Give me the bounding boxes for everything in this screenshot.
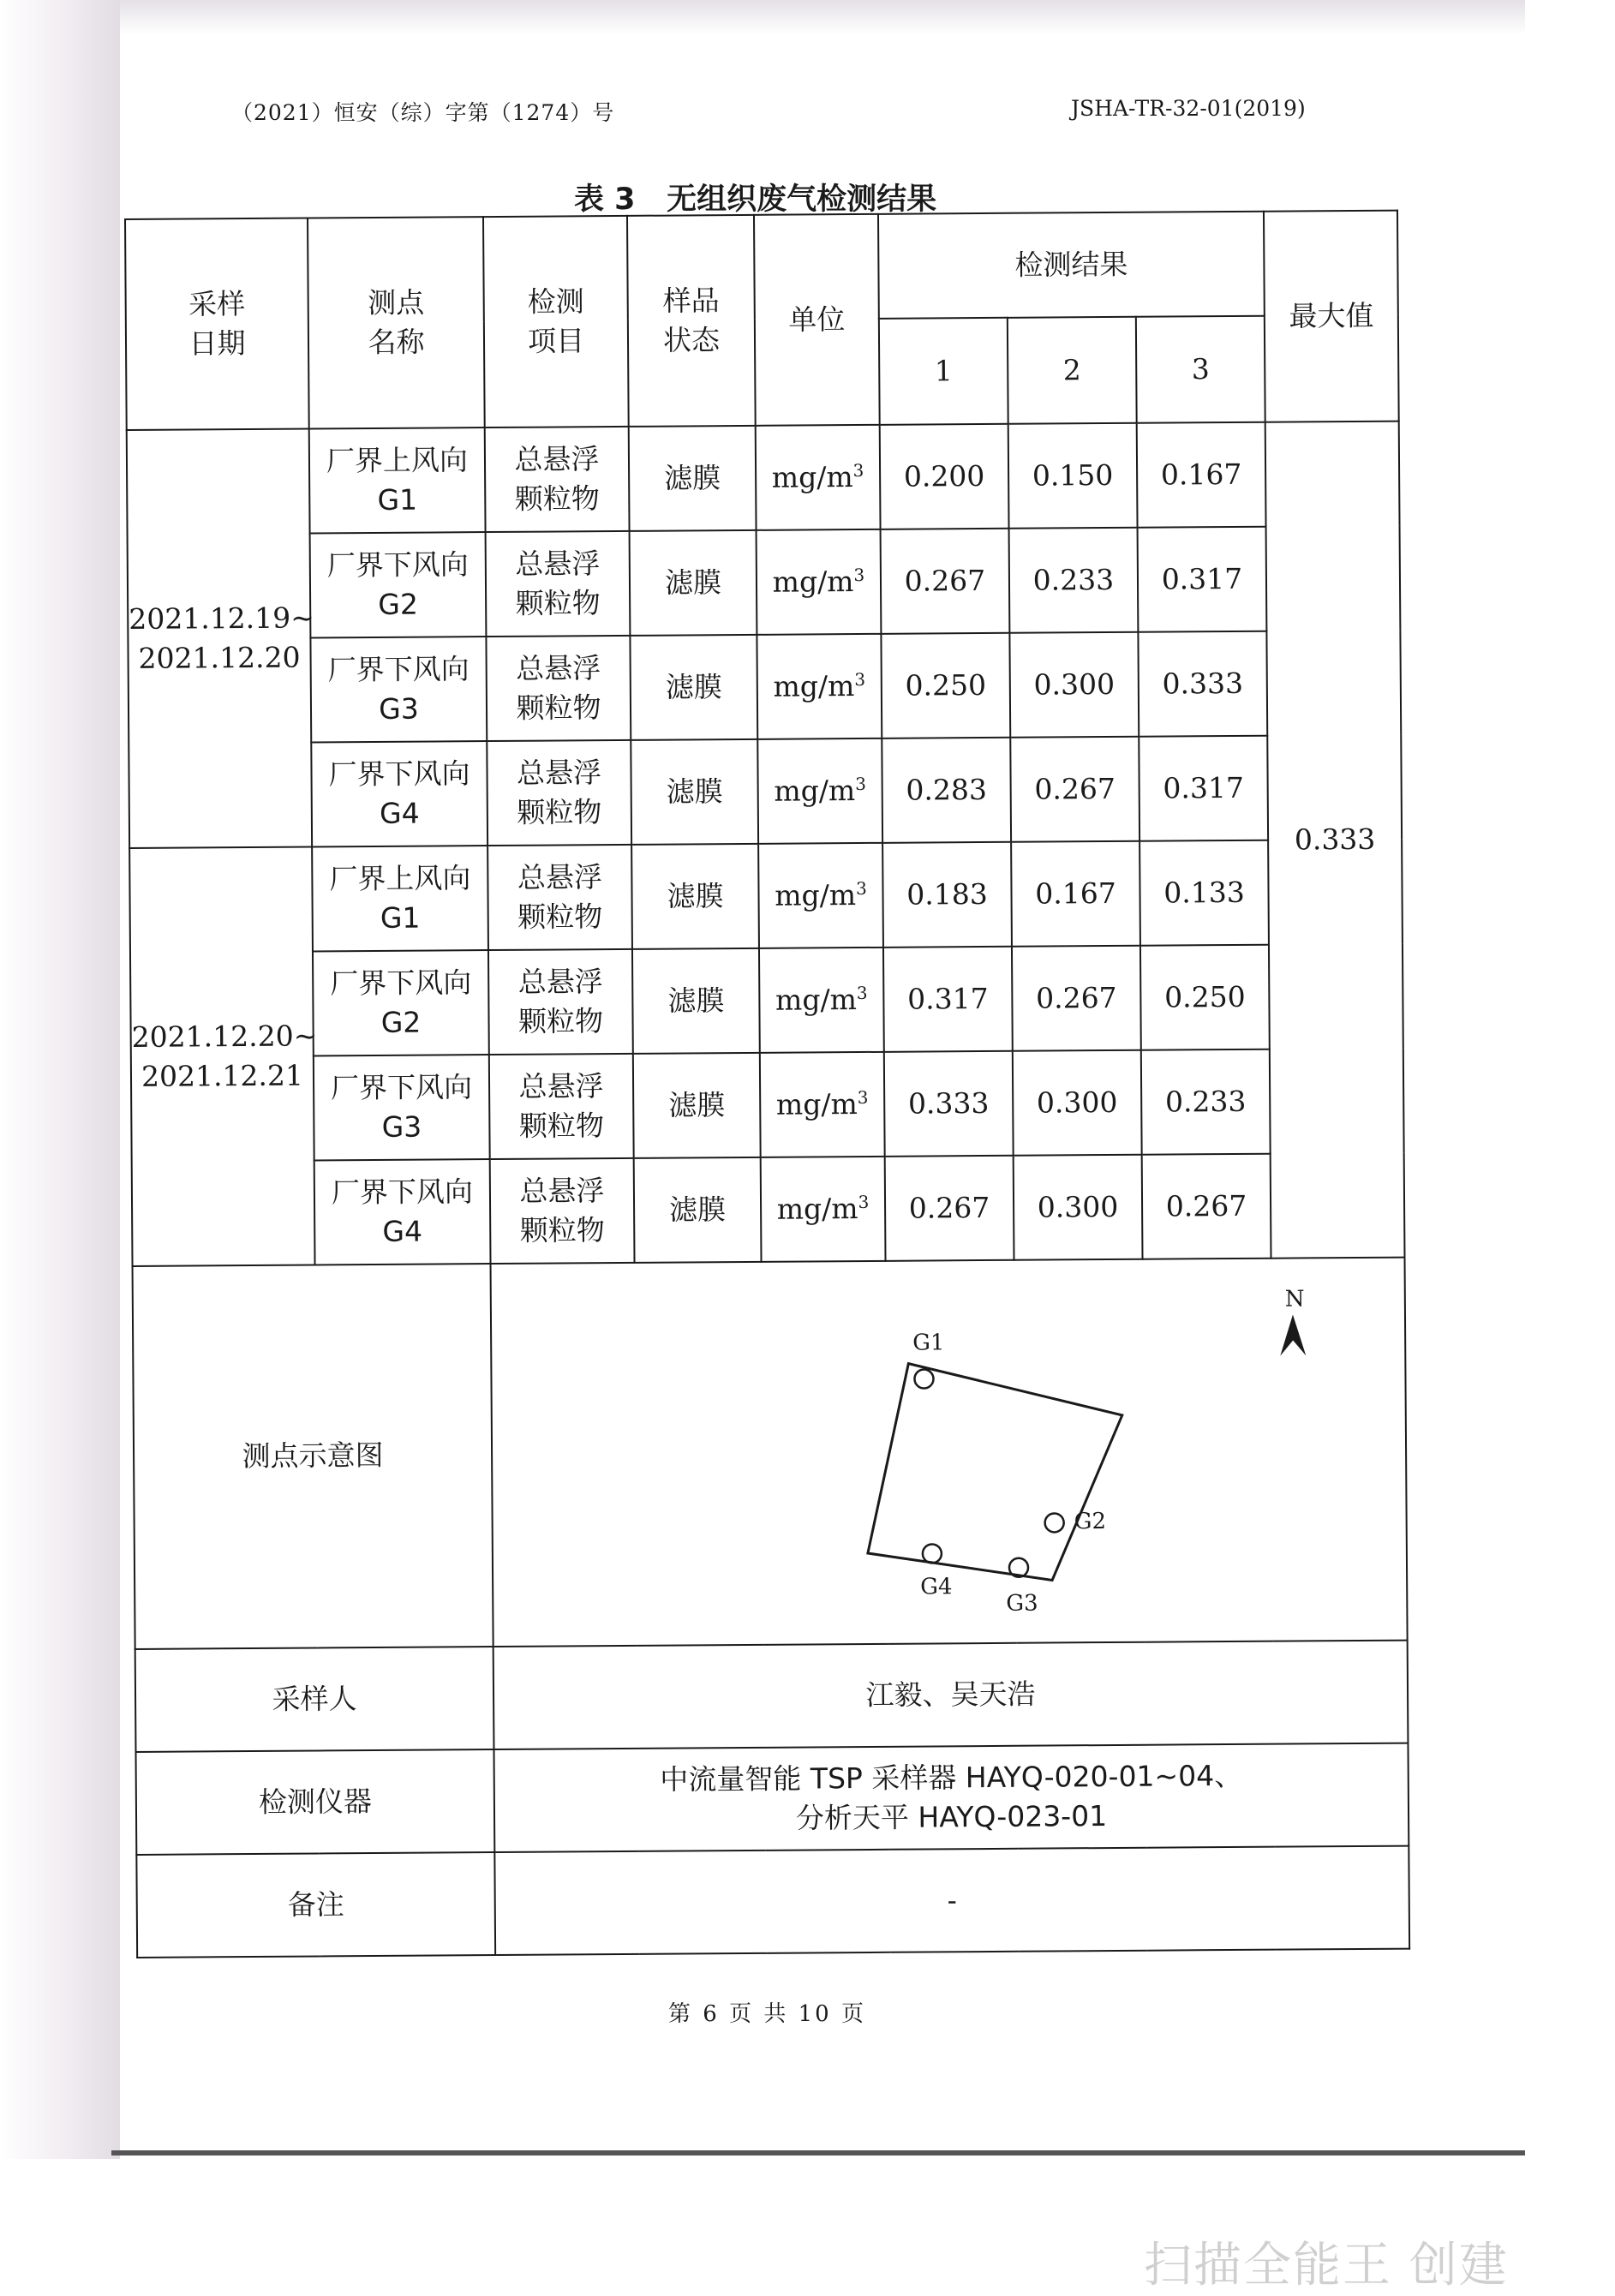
result-value: 0.250 — [1140, 945, 1270, 1050]
result-value: 0.167 — [1011, 841, 1140, 947]
sample-state: 滤膜 — [629, 426, 757, 531]
point-label-g3: G3 — [1005, 1590, 1038, 1617]
test-item: 总悬浮 颗粒物 — [487, 740, 631, 846]
north-arrow-icon — [1279, 1314, 1305, 1355]
point-label-g4: G4 — [919, 1573, 953, 1600]
result-value: 0.300 — [1014, 1155, 1143, 1260]
result-value: 0.267 — [1012, 946, 1141, 1051]
unit: $mg/m^3$ — [761, 1157, 886, 1262]
result-value: 0.333 — [884, 1051, 1014, 1157]
sample-state: 滤膜 — [630, 635, 757, 740]
sampling-date: 2021.12.19~ 2021.12.20 — [127, 429, 312, 848]
header-result-1: 1 — [879, 318, 1008, 425]
point-name: 厂界下风向 G4 — [314, 1159, 491, 1265]
result-value: 0.317 — [883, 947, 1013, 1052]
remark-value: - — [494, 1846, 1409, 1955]
result-value: 0.333 — [1138, 631, 1267, 737]
result-value: 0.233 — [1141, 1049, 1271, 1155]
sampler-value: 江毅、吴天浩 — [493, 1641, 1409, 1749]
instrument-label: 检测仪器 — [135, 1749, 494, 1855]
test-item: 总悬浮 颗粒物 — [490, 1158, 635, 1264]
sample-state: 滤膜 — [633, 1053, 761, 1158]
result-value: 0.233 — [1009, 528, 1139, 633]
unit: $mg/m^3$ — [758, 843, 883, 948]
header-date: 采样 日期 — [125, 218, 309, 430]
point-label-g2: G2 — [1074, 1508, 1106, 1534]
result-value: 0.167 — [1137, 422, 1266, 528]
diagram-label: 测点示意图 — [133, 1264, 493, 1649]
table-row — [130, 944, 1403, 1057]
result-value: 0.267 — [1142, 1154, 1271, 1259]
result-value: 0.283 — [882, 738, 1011, 843]
header-result-2: 2 — [1008, 317, 1137, 424]
point-marker-g4 — [922, 1544, 941, 1563]
test-item: 总悬浮 颗粒物 — [488, 949, 633, 1055]
header-results: 检测结果 — [878, 212, 1265, 319]
unit: $mg/m^3$ — [756, 425, 881, 530]
site-boundary — [866, 1361, 1123, 1581]
header-state: 样品 状态 — [627, 215, 756, 427]
page-bottom-edge — [111, 2150, 1525, 2155]
instrument-value: 中流量智能 TSP 采样器 HAYQ-020-01~04、 分析天平 HAYQ-023-01 — [493, 1743, 1409, 1852]
result-value: 0.183 — [882, 842, 1012, 948]
unit: $mg/m^3$ — [760, 1052, 885, 1157]
header-unit: 单位 — [754, 214, 880, 426]
result-value: 0.300 — [1013, 1050, 1142, 1156]
results-table — [124, 210, 1410, 1958]
header-point: 测点 名称 — [308, 217, 485, 428]
point-name: 厂界下风向 G3 — [310, 637, 487, 742]
table-row — [129, 840, 1403, 953]
table-row — [129, 735, 1402, 848]
result-value: 0.317 — [1139, 736, 1268, 841]
table-row — [128, 526, 1401, 639]
header-item: 检测 项目 — [483, 216, 629, 428]
sample-state: 滤膜 — [634, 1157, 762, 1263]
point-name: 厂界下风向 G2 — [310, 532, 487, 637]
remark-label: 备注 — [136, 1852, 495, 1958]
test-item: 总悬浮 颗粒物 — [489, 1054, 634, 1159]
table-row — [128, 631, 1401, 744]
point-marker-g2 — [1044, 1513, 1063, 1532]
sample-state: 滤膜 — [630, 530, 757, 636]
point-name: 厂界下风向 G3 — [314, 1055, 490, 1160]
header-max: 最大值 — [1264, 211, 1399, 422]
result-value: 0.133 — [1139, 840, 1269, 946]
unit: $mg/m^3$ — [757, 738, 882, 844]
unit: $mg/m^3$ — [759, 948, 884, 1053]
point-name: 厂界上风向 G1 — [309, 428, 486, 533]
document-code: JSHA-TR-32-01(2019) — [1071, 96, 1306, 121]
point-marker-g1 — [914, 1369, 933, 1388]
north-label: N — [1284, 1285, 1305, 1312]
scan-shadow — [0, 0, 120, 2159]
point-name: 厂界下风向 G2 — [313, 950, 489, 1055]
sampler-label: 采样人 — [135, 1647, 494, 1752]
result-value: 0.267 — [1010, 737, 1139, 842]
point-label-g1: G1 — [912, 1329, 945, 1356]
point-layout-diagram — [493, 1260, 1404, 1643]
test-item: 总悬浮 颗粒物 — [487, 845, 632, 950]
table-row — [127, 422, 1400, 535]
sample-state: 滤膜 — [631, 739, 758, 845]
result-value: 0.317 — [1138, 527, 1267, 632]
sampling-date: 2021.12.20~ 2021.12.21 — [129, 846, 314, 1265]
diagram-cell — [491, 1258, 1408, 1647]
point-name: 厂界下风向 G4 — [311, 741, 487, 846]
max-value: 0.333 — [1265, 422, 1405, 1259]
table-row — [132, 1153, 1405, 1266]
test-item: 总悬浮 颗粒物 — [485, 427, 630, 532]
unit: $mg/m^3$ — [757, 529, 882, 635]
result-value: 0.267 — [881, 529, 1010, 634]
unit: $mg/m^3$ — [757, 634, 882, 739]
result-value: 0.250 — [881, 633, 1010, 738]
result-value: 0.300 — [1009, 632, 1139, 738]
scanner-watermark: 扫描全能王 创建 — [1144, 2238, 1509, 2293]
page-number: 第 6 页 共 10 页 — [668, 2001, 866, 2027]
table-title: 表 3 无组织废气检测结果 — [574, 182, 937, 217]
result-value: 0.267 — [885, 1156, 1014, 1261]
header-result-3: 3 — [1136, 316, 1265, 423]
scan-shadow-top — [120, 0, 1525, 34]
result-value: 0.200 — [880, 424, 1009, 529]
sample-state: 滤膜 — [631, 844, 759, 949]
sample-state: 滤膜 — [632, 948, 760, 1054]
test-item: 总悬浮 颗粒物 — [486, 636, 631, 741]
table-row — [131, 1049, 1404, 1162]
result-value: 0.150 — [1008, 423, 1138, 529]
point-name: 厂界上风向 G1 — [312, 846, 488, 951]
test-item: 总悬浮 颗粒物 — [486, 531, 631, 637]
report-number: （2021）恒安（综）字第（1274）号 — [231, 100, 615, 125]
